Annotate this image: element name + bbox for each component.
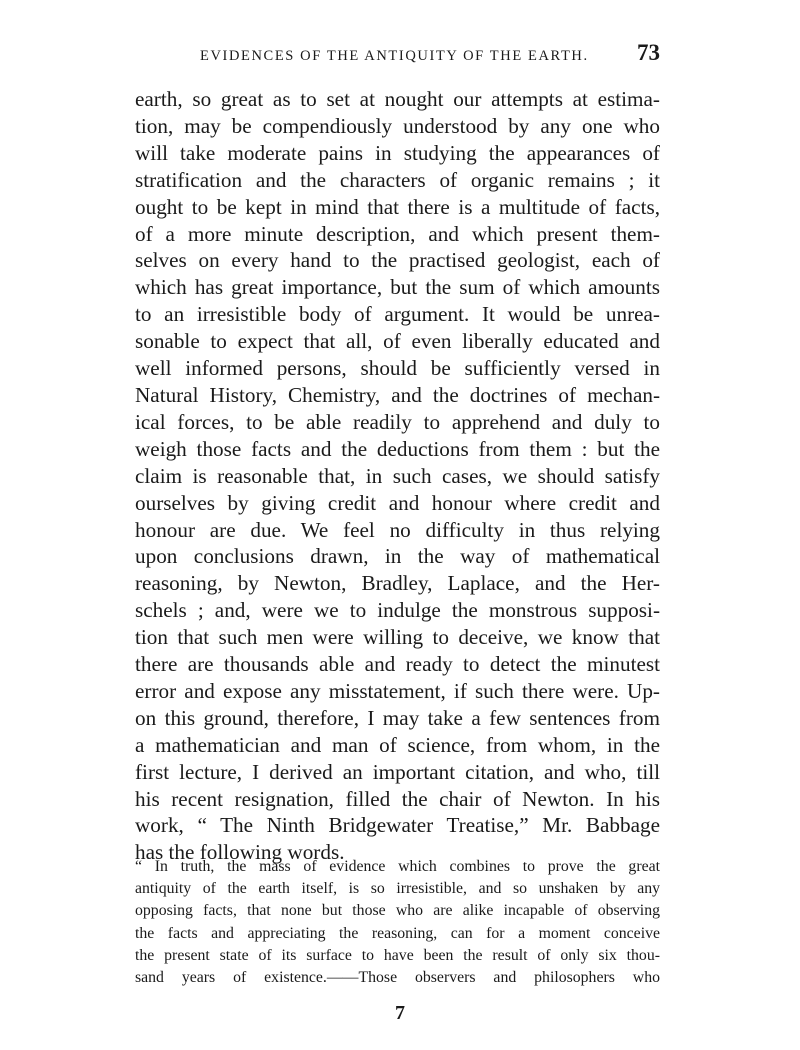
page-number: 73 [637,40,660,65]
body-line: selves on every hand to the practised geologist, each of [135,248,660,273]
body-line: claim is reasonable that, in such cases, we should satisfy [135,463,660,488]
body-line: first lecture, I derived an important citation, and who, till [135,759,660,784]
body-line: a mathematician and man of science, from whom, in the [135,732,660,757]
running-head [200,40,660,74]
body-line: tion that such men were willing to deceive, we know that [135,625,660,650]
body-line: tion, may be compendiously understood by any one who [135,113,660,138]
body-line: well informed persons, should be sufficiently versed in [135,356,660,381]
quote-line: the present state of its surface to have been the result of only six thou- [135,946,660,964]
body-line: weigh those facts and the deductions from them : but the [135,436,660,461]
body-line: his recent resignation, filled the chair of Newton. In his [135,786,660,811]
body-line: stratification and the characters of organic remains ; it [135,167,660,192]
body-line: ought to be kept in mind that there is a multitude of facts, [135,194,660,219]
quote-line: “ In truth, the mass of evidence which combines to prove the great [135,858,660,875]
body-line: to an irresistible body of argument. It would be unrea- [135,302,660,327]
body-line: sonable to expect that all, of even liberally educated and [135,329,660,354]
body-line: there are thousands able and ready to detect the minutest [135,652,660,677]
body-line: upon conclusions drawn, in the way of mathematical [135,544,660,569]
quote-line: the facts and appreciating the reasoning, can for a moment conceive [135,924,660,942]
body-line: honour are due. We feel no difficulty in thus relying [135,517,660,542]
body-line: reasoning, by Newton, Bradley, Laplace, and the Her- [135,571,660,596]
running-title: EVIDENCES OF THE ANTIQUITY OF THE EARTH. [200,48,589,64]
signature-mark: 7 [395,1002,405,1024]
body-text [135,86,660,866]
body-line: ical forces, to be able readily to apprehend and duly to [135,409,660,434]
quote-line: antiquity of the earth itself, is so irresistible, and so unshaken by any [135,880,660,898]
quote-line: sand years of existence.——Those observers and philosophers who [135,969,660,987]
body-line: earth, so great as to set at nought our attempts at estima- [135,87,660,111]
body-line: has the following words. [135,840,345,865]
body-line: will take moderate pains in studying the appearances of [135,140,660,165]
quote-line: opposing facts, that none but those who are alike incapable of observing [135,902,660,920]
body-line: Natural History, Chemistry, and the doctrines of mechan- [135,382,660,407]
body-line: on this ground, therefore, I may take a few sentences from [135,705,660,730]
body-line: ourselves by giving credit and honour where credit and [135,490,660,515]
block-quote [135,856,660,989]
body-line: error and expose any misstatement, if such there were. Up- [135,678,660,703]
body-line: work, “ The Ninth Bridgewater Treatise,” Mr. Babbage [135,813,660,838]
body-line: which has great importance, but the sum of which amounts [135,275,660,300]
body-line: schels ; and, were we to indulge the monstrous supposi- [135,598,660,623]
body-line: of a more minute description, and which present them- [135,221,660,246]
